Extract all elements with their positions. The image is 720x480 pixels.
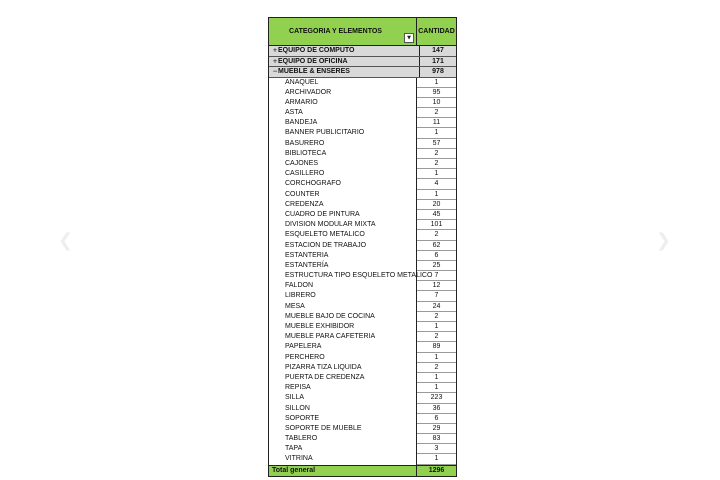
table-row[interactable]	[269, 108, 456, 118]
total-row	[269, 465, 456, 478]
table-row[interactable]	[269, 424, 456, 434]
item-label: LIBRERO	[269, 291, 417, 301]
table-row[interactable]	[269, 271, 456, 281]
chevron-right-icon[interactable]: ❯	[656, 230, 672, 251]
item-label: CAJONES	[269, 159, 417, 169]
group-qty: 147	[432, 47, 444, 54]
table-row[interactable]	[269, 241, 456, 251]
item-label: CASILLERO	[269, 169, 417, 179]
item-qty: 6	[417, 414, 456, 424]
table-row[interactable]	[269, 251, 456, 261]
item-label: FALDON	[269, 281, 417, 291]
table-row[interactable]	[269, 190, 456, 200]
item-qty: 2	[417, 332, 456, 342]
group-label-cell	[269, 46, 420, 56]
table-row[interactable]	[269, 291, 456, 301]
pivot-table	[268, 17, 457, 477]
item-qty: 1	[417, 454, 456, 464]
table-row[interactable]	[269, 88, 456, 98]
item-qty: 2	[417, 149, 456, 159]
group-label-cell	[269, 67, 420, 77]
item-qty: 2	[417, 108, 456, 118]
total-label: Total general	[269, 466, 417, 477]
table-row[interactable]	[269, 139, 456, 149]
item-qty: 101	[417, 220, 456, 230]
table-row[interactable]	[269, 261, 456, 271]
collapse-icon[interactable]: −	[272, 68, 278, 75]
table-row[interactable]	[269, 373, 456, 383]
table-row[interactable]	[269, 169, 456, 179]
item-label: BANDEJA	[269, 118, 417, 128]
table-row[interactable]	[269, 179, 456, 189]
item-label: VITRINA	[269, 454, 417, 464]
table-row[interactable]	[269, 302, 456, 312]
table-row[interactable]	[269, 200, 456, 210]
item-label: PUERTA DE CREDENZA	[269, 373, 417, 383]
item-qty: 95	[417, 88, 456, 98]
group-qty: 171	[432, 57, 444, 65]
table-row[interactable]	[269, 363, 456, 373]
item-label: MUEBLE PARA CAFETERIA	[269, 332, 417, 342]
item-label: ESTANTERÍA	[269, 261, 417, 271]
table-row[interactable]	[269, 312, 456, 322]
header-quantity: CANTIDAD	[418, 28, 455, 35]
table-row[interactable]	[269, 159, 456, 169]
table-row[interactable]	[269, 353, 456, 363]
item-label: BIBLIOTECA	[269, 149, 417, 159]
table-row[interactable]	[269, 78, 456, 88]
item-label: SOPORTE DE MUEBLE	[269, 424, 417, 434]
group-label-cell	[269, 57, 420, 67]
item-qty: 1	[417, 78, 456, 88]
item-qty: 6	[417, 251, 456, 261]
header-category	[269, 18, 417, 45]
item-label: MESA	[269, 302, 417, 312]
item-qty: 62	[417, 241, 456, 251]
header-category-label: CATEGORIA Y ELEMENTOS	[289, 28, 382, 35]
item-label: CORCHOGRAFO	[269, 179, 417, 189]
pivot-header	[269, 18, 456, 46]
table-row[interactable]	[269, 393, 456, 403]
item-label: ESTACION DE TRABAJO	[269, 241, 417, 251]
table-row[interactable]	[269, 444, 456, 454]
item-label: CREDENZA	[269, 200, 417, 210]
item-label: SILLA	[269, 393, 417, 403]
item-label: BANNER PUBLICITARIO	[269, 128, 417, 138]
item-label: ESTANTERIA	[269, 251, 417, 261]
item-label: SILLON	[269, 404, 417, 414]
group-row[interactable]	[269, 57, 456, 68]
item-label: DIVISION MODULAR MIXTA	[269, 220, 417, 230]
table-row[interactable]	[269, 98, 456, 108]
table-row[interactable]	[269, 210, 456, 220]
table-row[interactable]	[269, 230, 456, 240]
group-row[interactable]	[269, 67, 456, 78]
item-qty: 36	[417, 404, 456, 414]
item-label: COUNTER	[269, 190, 417, 200]
item-qty: 83	[417, 434, 456, 444]
item-label: SOPORTE	[269, 414, 417, 424]
item-qty: 11	[417, 118, 456, 128]
item-qty: 1	[417, 373, 456, 383]
item-qty: 2	[417, 159, 456, 169]
table-row[interactable]	[269, 414, 456, 424]
item-qty: 1	[417, 190, 456, 200]
table-row[interactable]	[269, 454, 456, 464]
item-label: TAPA	[269, 444, 417, 454]
item-label: ANAQUEL	[269, 78, 417, 88]
group-label: EQUIPO DE COMPUTO	[278, 47, 355, 54]
item-qty: 7	[417, 271, 456, 281]
item-qty: 223	[417, 393, 456, 403]
item-qty: 1	[417, 383, 456, 393]
group-label: EQUIPO DE OFICINA	[278, 57, 348, 65]
item-label: TABLERO	[269, 434, 417, 444]
chevron-left-icon[interactable]: ❮	[58, 230, 74, 251]
table-row[interactable]	[269, 342, 456, 352]
item-qty: 12	[417, 281, 456, 291]
item-label: ARMARIO	[269, 98, 417, 108]
item-label: CUADRO DE PINTURA	[269, 210, 417, 220]
item-qty: 2	[417, 312, 456, 322]
item-qty: 24	[417, 302, 456, 312]
item-label: ESTRUCTURA TIPO ESQUELETO METALICO	[269, 271, 417, 281]
item-qty: 57	[417, 139, 456, 149]
item-label: REPISA	[269, 383, 417, 393]
item-qty: 25	[417, 261, 456, 271]
item-qty: 1	[417, 353, 456, 363]
item-qty: 20	[417, 200, 456, 210]
item-qty: 10	[417, 98, 456, 108]
table-row[interactable]	[269, 220, 456, 230]
table-row[interactable]	[269, 149, 456, 159]
expand-icon[interactable]: +	[272, 57, 278, 65]
item-qty: 45	[417, 210, 456, 220]
item-label: PIZARRA TIZA LIQUIDA	[269, 363, 417, 373]
item-qty: 1	[417, 128, 456, 138]
table-row[interactable]	[269, 322, 456, 332]
group-row[interactable]	[269, 46, 456, 57]
expand-icon[interactable]: +	[272, 47, 278, 54]
item-label: BASURERO	[269, 139, 417, 149]
item-label: ASTA	[269, 108, 417, 118]
item-label: MUEBLE BAJO DE COCINA	[269, 312, 417, 322]
group-label: MUEBLE & ENSERES	[278, 68, 350, 75]
item-label: MUEBLE EXHIBIDOR	[269, 322, 417, 332]
item-qty: 1	[417, 322, 456, 332]
item-label: ARCHIVADOR	[269, 88, 417, 98]
table-row[interactable]	[269, 332, 456, 342]
table-row[interactable]	[269, 404, 456, 414]
item-label: ESQUELETO METALICO	[269, 230, 417, 240]
dropdown-filter-icon[interactable]: ▼	[404, 33, 414, 43]
item-label: PERCHERO	[269, 353, 417, 363]
table-row[interactable]	[269, 434, 456, 444]
table-row[interactable]	[269, 128, 456, 138]
table-row[interactable]	[269, 118, 456, 128]
total-value: 1296	[428, 466, 445, 474]
item-label: PAPELERA	[269, 342, 417, 352]
group-qty: 978	[432, 68, 444, 75]
item-qty: 4	[417, 179, 456, 189]
item-qty: 7	[417, 291, 456, 301]
table-row[interactable]	[269, 383, 456, 393]
item-qty: 2	[417, 363, 456, 373]
item-qty: 29	[417, 424, 456, 434]
item-qty: 1	[417, 169, 456, 179]
item-qty: 2	[417, 230, 456, 240]
table-row[interactable]	[269, 281, 456, 291]
item-qty: 3	[417, 444, 456, 454]
item-qty: 89	[417, 342, 456, 352]
